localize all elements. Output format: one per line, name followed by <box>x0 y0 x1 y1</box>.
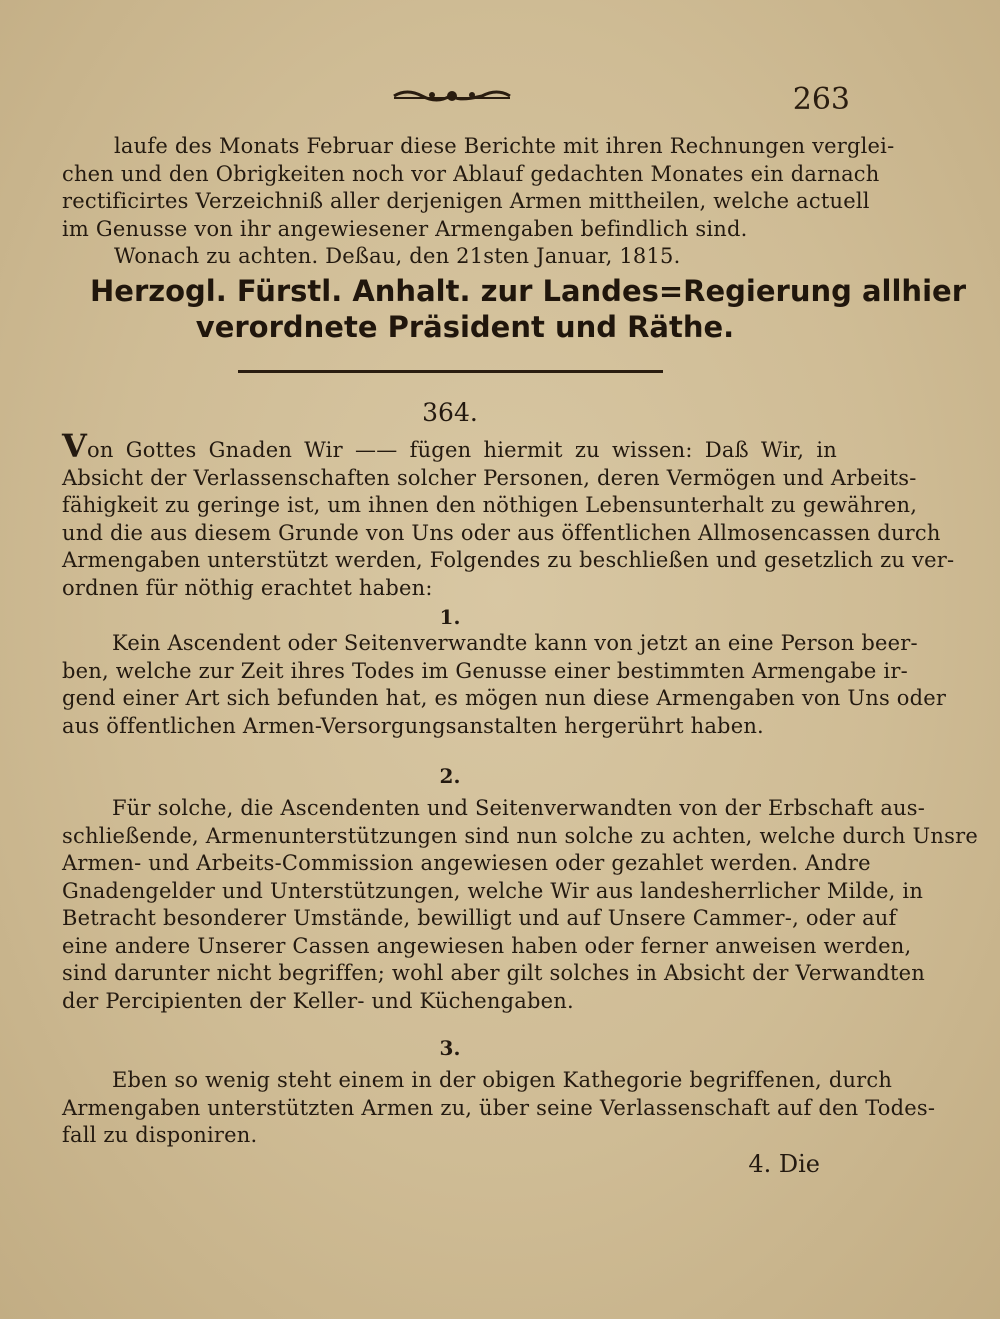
text-line: eine andere Unserer Cassen angewiesen haben oder ferner anweisen werden, <box>62 933 912 958</box>
closing-line: Wonach zu achten. Deßau, den 21sten Januar, 1815. <box>114 244 681 268</box>
text-line: Armen- und Arbeits-Commission angewiesen oder gezahlet werden. Andre <box>62 851 871 875</box>
text-line: Gnadengelder und Unterstützungen, welche Wir aus landesherrlicher Milde, in <box>62 878 924 903</box>
page-number: 263 <box>792 82 850 117</box>
catchword: 4. Die <box>748 1150 820 1178</box>
text-line: schließende, Armenunterstützungen sind nun solche zu achten, welche durch Unsre <box>62 823 978 848</box>
text-line: ben, welche zur Zeit ihres Todes im Genusse einer bestimmten Armengabe ir- <box>62 658 908 683</box>
paragraph-3 <box>62 1067 936 1150</box>
text-line: fall zu disponiren. <box>62 1123 258 1147</box>
text-line <box>62 427 837 465</box>
text-line: chen und den Obrigkeiten noch vor Ablauf gedachten Monates ein darnach <box>62 161 880 186</box>
divider-rule <box>238 370 663 373</box>
paragraph-number: 3. <box>439 1036 461 1060</box>
paragraph-number: 1. <box>439 605 461 629</box>
text-line: im Genusse von ihr angewiesener Armengaben befindlich sind. <box>62 216 748 241</box>
text-line: der Percipienten der Keller- und Küchengaben. <box>62 988 574 1013</box>
section-number: 364. <box>422 398 478 427</box>
text-line: Für solche, die Ascendenten und Seitenverwandten von der Erbschaft aus- <box>112 796 926 820</box>
text-line: Betracht besonderer Umstände, bewilligt und auf Unsere Cammer-, oder auf <box>62 906 897 930</box>
text-line: ordnen für nöthig erachtet haben: <box>62 575 433 600</box>
text-line: rectificirtes Verzeichniß aller derjenigen Armen mittheilen, welche actuell <box>62 189 870 213</box>
text-line: Armengaben unterstützten Armen zu, über seine Verlassenschaft auf den Todes- <box>62 1095 936 1120</box>
text-line: gend einer Art sich befunden hat, es mögen nun diese Armengaben von Uns oder <box>62 686 947 710</box>
text-line: Absicht der Verlassenschaften solcher Personen, deren Vermögen und Arbeits- <box>62 465 917 490</box>
text-line: aus öffentlichen Armen-Versorgungsanstalten hergerührt haben. <box>62 713 764 738</box>
header-ornament-icon <box>392 86 512 106</box>
text-line-body: on Gottes Gnaden Wir —— fügen hiermit zu wissen: Daß Wir, in <box>87 438 837 462</box>
text-line: und die aus diesem Grunde von Uns oder aus öffentlichen Allmosencassen durch <box>62 520 941 545</box>
text-line: laufe des Monats Februar diese Berichte mit ihren Rechnungen verglei- <box>114 134 895 158</box>
preamble <box>62 427 955 602</box>
paragraph-1 <box>62 630 947 740</box>
paragraph-number: 2. <box>439 764 461 788</box>
text-line: Kein Ascendent oder Seitenverwandte kann von jetzt an eine Person beer- <box>112 631 918 655</box>
initial-letter: V <box>62 427 88 465</box>
text-line: Eben so wenig steht einem in der obigen Kathegorie begriffenen, durch <box>112 1068 893 1092</box>
text-line: fähigkeit zu geringe ist, um ihnen den nöthigen Lebensunterhalt zu gewähren, <box>62 493 918 517</box>
signature-line-2: verordnete Präsident und Räthe. <box>195 310 735 344</box>
text-line: Armengaben unterstützt werden, Folgendes zu beschließen und gesetzlich zu ver- <box>62 548 955 572</box>
paragraph-2 <box>62 795 978 1015</box>
intro-text <box>62 133 895 271</box>
text-line: sind darunter nicht begriffen; wohl aber gilt solches in Absicht der Verwandten <box>62 961 926 985</box>
signature-line-1: Herzogl. Fürstl. Anhalt. zur Landes=Regierung allhier <box>90 274 966 308</box>
